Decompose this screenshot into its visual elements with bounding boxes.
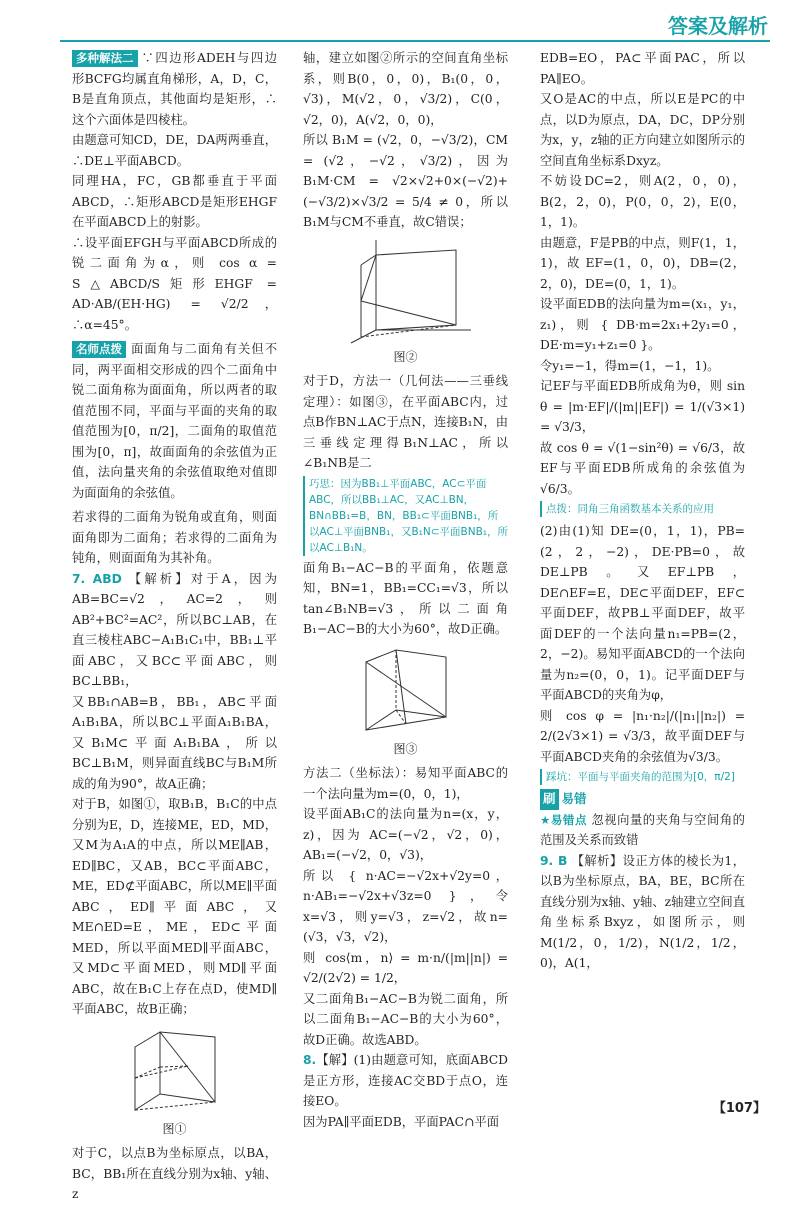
column-2 <box>303 48 508 1132</box>
paragraph: 若求得的二面角为锐角或直角，则面面角即为二面角；若求得的二面角为钝角，则面面角为其补角。 <box>72 510 277 565</box>
paragraph: 又二面角B₁−AC−B为锐二面角，所以二面角B₁−AC−B的大小为60°，故D正确。故选ABD。 <box>303 991 508 1047</box>
paragraph <box>303 1050 508 1112</box>
text: 【解析】设正方体的棱长为1，以B为坐标原点，BA，BE，BC所在直线分别为x轴、y轴、z轴建立空间直角坐标系Bxyz，如图所示，则 M(1/2，0，1/2)，N(1/2，1/2，0)，A(1， <box>540 853 745 970</box>
header-rule <box>60 40 770 42</box>
section-title <box>540 789 745 810</box>
paragraph: 所以 B₁M = (√2，0，−√3/2)，CM = (√2，−√2，√3/2)，因为 B₁M·CM = √2×√2+0×(−√2)+(−√3/2)×√3/2 = 5/4 ≠ 0，所以B₁M与CM不垂直，故C错误； <box>303 133 508 229</box>
paragraph: 则 cos⟨m，n⟩ = m·n/(|m||n|) = √2/(2√2) = 1/2， <box>303 950 508 985</box>
figure-caption-3: 图③ <box>393 741 418 756</box>
question-number: 8. <box>303 1053 317 1067</box>
prism-figure-2 <box>336 235 476 345</box>
section-title-text: 易错 <box>561 791 587 806</box>
paragraph: 不妨设DC=2，则A(2，0，0)，B(2，2，0)，P(0，0，2)，E(0，1，1)。 <box>540 174 745 229</box>
paragraph: (2)由(1)知 DE=(0，1，1)，PB=(2，2，−2)，DE·PB=0，故DE⊥PB。又EF⊥PB，DE∩EF=E，DE⊂平面DEF，EF⊂平面DEF，故PB⊥平面DEF，故平面DEF的一个法向量n₁=PB=(2，2，−2)。易知平面ABCD的一个法向量为n₂=(0，0，1)。记平面DEF与平面ABCD的夹角为φ， <box>540 524 745 702</box>
paragraph: 又BB₁∩AB=B，BB₁，AB⊂平面A₁B₁BA，所以BC⊥平面A₁B₁BA，又B₁M⊂平面A₁B₁BA，所以BC⊥B₁M，则异面直线BC与B₁M所成的角为90°，故A正确； <box>72 694 277 791</box>
paragraph: 又O是AC的中点，所以E是PC的中点，以D为原点，DA，DC，DP分别为x，y，z轴的正方向建立如图所示的空间直角坐标系Dxyz。 <box>540 92 745 168</box>
figure-caption-2: 图② <box>393 349 418 364</box>
tip-note: 点拨：同角三角函数基本关系的应用 <box>540 501 745 517</box>
paragraph <box>72 569 277 692</box>
paragraph: 设平面AB₁C的法向量为n=(x，y，z)，因为 AC=(−√2，√2，0)，AB₁=(−√2，0，√3)， <box>303 807 508 862</box>
text: 【解】(1)由题意可知，底面ABCD是正方形，连接AC交BD于点O，连接EO。 <box>303 1053 508 1108</box>
paragraph <box>72 339 277 503</box>
paragraph: 面角B₁−AC−B的平面角，依题意知，BN=1，BB₁=CC₁=√3，所以 tan∠B₁NB=√3，所以二面角B₁−AC−B的大小为60°，故D正确。 <box>303 560 508 636</box>
paragraph: 令y₁=−1，得m=(1，−1，1)。 <box>540 358 720 373</box>
paragraph: 方法二（坐标法）：易知平面ABC的一个法向量为m=(0，0，1)， <box>303 766 508 801</box>
paragraph: 则 cos φ = |n₁·n₂|/(|n₁||n₂|) = 2/(2√3×1) = √3/3，故平面DEF与平面ABCD夹角的余弦值为√3/3。 <box>540 708 745 764</box>
tag-teacher-tip: 名师点拨 <box>72 341 126 358</box>
paragraph: 由题意可知CD，DE，DA两两垂直，∴DE⊥平面ABCD。 <box>72 133 277 168</box>
paragraph: 由题意，F是PB的中点，则F(1，1，1)，故 EF=(1，0，0)，DB=(2，2，0)，DE=(0，1，1)。 <box>540 235 745 291</box>
paragraph: EDB=EO，PA⊂平面PAC，所以PA∥EO。 <box>540 51 745 86</box>
column-3 <box>540 48 745 974</box>
question-number: 7. ABD <box>72 571 122 586</box>
paragraph: 轴，建立如图②所示的空间直角坐标系，则B(0，0，0)，B₁(0，0，√3)，M(√2，0，√3/2)，C(0，√2，0)，A(√2，0，0)， <box>303 51 508 127</box>
paragraph: 对于D，方法一（几何法——三垂线定理）：如图③，在平面ABC内，过点B作BN⊥AC于点N，连接B₁N，由三垂线定理得B₁N⊥AC，所以∠B₁NB是二 <box>303 374 508 470</box>
paragraph: 因为PA∥平面EDB，平面PAC∩平面 <box>303 1114 499 1129</box>
question-number: 9. B <box>540 853 568 868</box>
paragraph: 所以 { n·AC=−√2x+√2y=0，n·AB₁=−√2x+√3z=0 }，令x=√3，则y=√3，z=√2，故n=(√3，√3，√2)， <box>303 868 508 944</box>
tip-note: 巧思：因为BB₁⊥平面ABC，AC⊂平面ABC，所以BB₁⊥AC，又AC⊥BN，BN∩BB₁=B，BN，BB₁⊂平面BNB₁，所以AC⊥平面BNB₁，又B₁N⊂平面BNB₁，所以AC⊥B₁N。 <box>303 476 508 556</box>
paragraph <box>540 851 745 974</box>
star-label: ★易错点 <box>540 812 587 827</box>
paragraph: 故 cos θ = √(1−sin²θ) = √6/3，故EF与平面EDB所成角的余弦值为√6/3。 <box>540 440 745 496</box>
paragraph: 记EF与平面EDB所成角为θ，则 sin θ = |m·EF|/(|m||EF|) = 1/(√3×1) = √3/3， <box>540 379 745 434</box>
text: 面面角与二面角有关但不同，两平面相交形成的四个二面角中锐二面角称为面面角，所以两者的取值范围不同，平面与平面的夹角的取值范围为[0，π/2]，二面角的取值范围为[0，π]，故面面角的余弦值为正值，法向量夹角的余弦值取绝对值即为面面角的余弦值。 <box>72 342 277 500</box>
paragraph <box>540 810 745 851</box>
prism-figure-1 <box>120 1022 230 1117</box>
tag-multi-solution: 多种解法二 <box>72 50 138 67</box>
paragraph: 设平面EDB的法向量为m=(x₁，y₁，z₁)，则 { DB·m=2x₁+2y₁=0，DE·m=y₁+z₁=0 }。 <box>540 297 745 352</box>
header-title: 答案及解析 <box>668 14 768 38</box>
paragraph: 对于B，如图①，取B₁B，B₁C的中点分别为E，D，连接ME，ED，MD，又M为A₁A的中点，所以ME∥AB，ED∥BC，又AB，BC⊂平面ABC，ME，ED⊄平面ABC，所以ME∥平面ABC，ED∥平面ABC，又ME∩ED=E，ME，ED⊂平面MED，所以平面MED∥平面ABC，又MD⊂平面MED，则MD∥平面ABC，故在B₁C上存在点D，使MD∥平面ABC，故B正确； <box>72 797 277 1016</box>
section-block: 刷 <box>540 789 559 810</box>
paragraph: 同理HA，FC，GB都垂直于平面ABCD，∴矩形ABCD是矩形EHGF在平面ABCD上的射影。 <box>72 174 277 229</box>
paragraph: 对于C，以点B为坐标原点，以BA，BC，BB₁所在直线分别为x轴、y轴、z <box>72 1146 277 1201</box>
figure-caption-1: 图① <box>162 1121 187 1136</box>
prism-figure-3 <box>346 642 466 737</box>
text: ∵四边形ADEH与四边形BCFG均属直角梯形，A，D，C，B是直角顶点，其他面均是矩形，∴这个六面体是四棱柱。 <box>72 51 277 127</box>
pitfall-note: 踩坑：平面与平面夹角的范围为[0，π/2] <box>540 769 745 785</box>
column-1 <box>72 48 277 1205</box>
paragraph: ∴设平面EFGH与平面ABCD所成的锐二面角为α，则 cos α = S△ABCD/S矩形EHGF = AD·AB/(EH·HG) = √2/2，∴α=45°。 <box>72 235 277 332</box>
text: 【解析】对于A，因为AB=BC=√2，AC=2，则AB²+BC²=AC²，所以BC⊥AB，在直三棱柱ABC−A₁B₁C₁中，BB₁⊥平面ABC，又BC⊂平面ABC，则BC⊥BB₁， <box>72 571 277 688</box>
page-number: 【107】 <box>712 1101 766 1116</box>
paragraph <box>72 48 277 130</box>
text: 忽视向量的夹角与空间角的范围及关系而致错 <box>540 812 745 847</box>
